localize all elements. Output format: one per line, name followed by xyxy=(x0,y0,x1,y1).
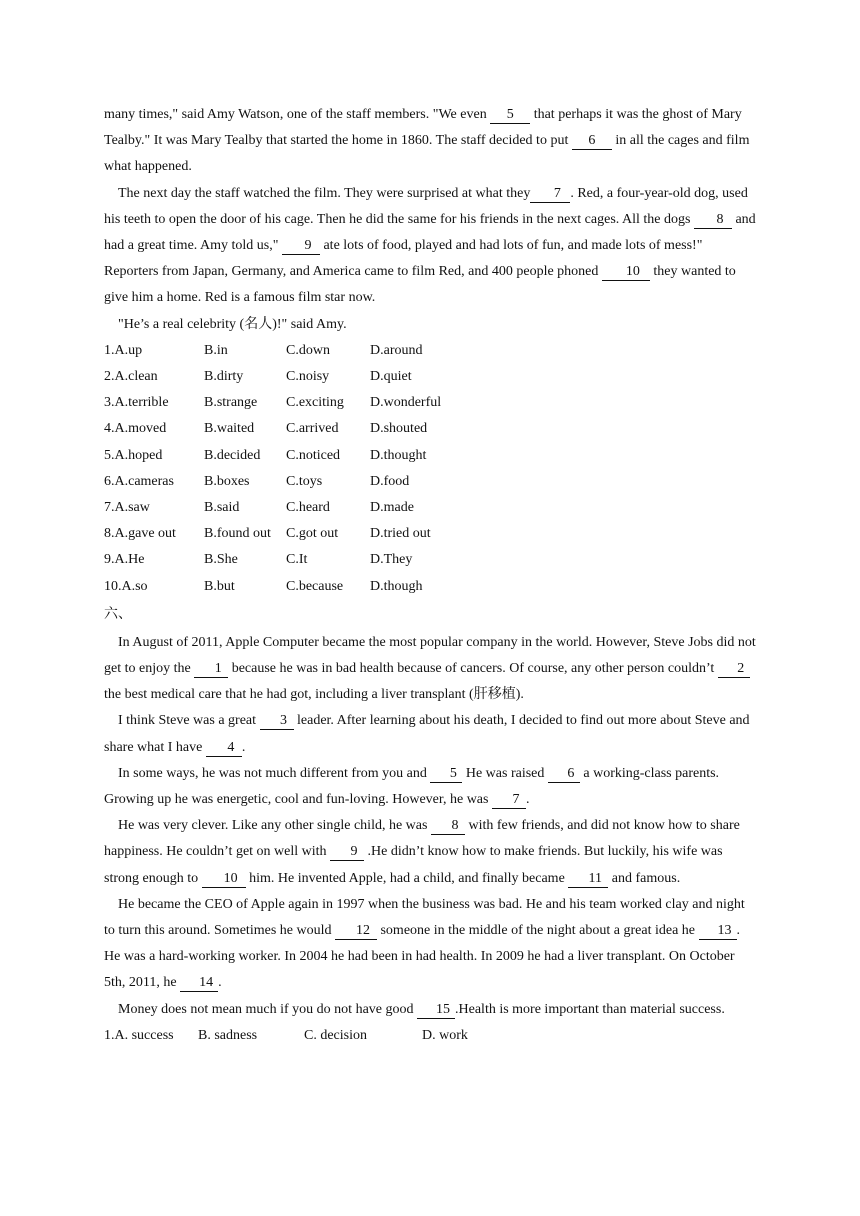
option-row xyxy=(104,547,758,573)
option-a: 1.A. success xyxy=(104,1027,174,1043)
option-c: C.arrived xyxy=(286,421,339,437)
option-d: D.quiet xyxy=(370,369,412,385)
paragraph xyxy=(104,312,758,338)
option-c: C.exciting xyxy=(286,395,344,411)
option-row xyxy=(104,521,758,547)
option-row xyxy=(104,443,758,469)
text-segment: . xyxy=(218,975,222,991)
text-segment: Money does not mean much if you do not have good xyxy=(118,1001,418,1017)
option-c: C.noisy xyxy=(286,369,330,385)
option-b: B.but xyxy=(204,578,235,594)
option-a: 4.A.moved xyxy=(104,421,167,437)
blank-number: 6 xyxy=(548,765,580,783)
option-b: B.boxes xyxy=(204,473,250,489)
text-segment: with few friends, and did not know how to share happiness. He couldn’t get on well with xyxy=(104,818,744,860)
blank-number: 14 xyxy=(180,974,218,992)
option-a: 2.A.clean xyxy=(104,369,158,385)
paragraph xyxy=(104,708,758,760)
blank-number: 11 xyxy=(568,870,608,888)
paragraph xyxy=(104,997,758,1023)
option-d: D.around xyxy=(370,342,423,358)
section-heading: 六、 xyxy=(104,606,132,622)
option-d: D.made xyxy=(370,499,414,515)
option-a: 8.A.gave out xyxy=(104,526,176,542)
text-segment: him. He invented Apple, had a child, and finally became xyxy=(245,870,569,886)
text-segment: .He didn’t know how to make friends. But luckily, his wife was strong enough to xyxy=(104,844,727,886)
blank-number: 10 xyxy=(602,263,650,281)
text-segment: The next day the staff watched the film. They were surprised at what they xyxy=(118,185,531,201)
text-segment: He was very clever. Like any other single child, he was xyxy=(118,818,431,834)
option-a: 3.A.terrible xyxy=(104,395,169,411)
option-d: D.thought xyxy=(370,447,427,463)
text-segment: someone in the middle of the night about a great idea he xyxy=(376,922,699,938)
text-segment: In August of 2011, Apple Computer became the most popular company in the world. However, Steve Jobs did not get to enjoy the xyxy=(104,634,760,676)
text-segment: many times," said Amy Watson, one of the staff members. "We even xyxy=(104,107,491,122)
blank-number: 9 xyxy=(282,237,320,255)
option-b: B.dirty xyxy=(204,369,244,385)
option-d: D.shouted xyxy=(370,421,428,437)
text-segment: . He was a hard-working worker. In 2004 he had been in had health. In 2009 he had a liver transplant. On October 5th, 2011, he xyxy=(104,922,744,991)
option-d: D.wonderful xyxy=(370,395,442,411)
text-segment: that perhaps it was the ghost of Mary Tealby." It was Mary Tealby that started the home in 1860. The staff decided to put xyxy=(104,107,745,149)
option-row xyxy=(104,574,758,600)
option-row xyxy=(104,469,758,495)
option-b: B.in xyxy=(204,342,228,358)
option-c: C.It xyxy=(286,552,308,568)
blank-number: 10 xyxy=(202,870,246,888)
text-segment: I think Steve was a great xyxy=(118,713,260,729)
blank-number: 6 xyxy=(572,132,612,150)
option-d: D.food xyxy=(370,473,410,489)
option-b: B.decided xyxy=(204,447,261,463)
text-segment: . xyxy=(525,791,530,807)
blank-number: 13 xyxy=(699,922,737,940)
blank-number: 8 xyxy=(694,211,732,229)
option-row xyxy=(104,390,758,416)
text-segment: ate lots of food, played and had lots of fun, and made lots of mess!" Reporters from Japan, Germany, and America came to film Red, and 400 people phoned xyxy=(104,238,706,280)
option-a: 7.A.saw xyxy=(104,499,150,515)
option-a: 9.A.He xyxy=(104,552,145,568)
option-d: D.though xyxy=(370,578,423,594)
text-segment: a working-class parents. Growing up he was energetic, cool and fun-loving. However, he was xyxy=(104,765,723,807)
option-c: C.noticed xyxy=(286,447,341,463)
option-c: C. decision xyxy=(304,1027,367,1043)
option-row xyxy=(104,495,758,521)
document-content xyxy=(104,102,758,1049)
paragraph xyxy=(104,892,758,997)
section6-options xyxy=(104,1023,758,1049)
blank-number: 3 xyxy=(260,712,294,730)
blank-number: 7 xyxy=(530,185,570,203)
blank-number: 8 xyxy=(431,817,465,835)
text-segment: "He’s a real celebrity (名人)!" said Amy. xyxy=(118,316,347,332)
option-row xyxy=(104,416,758,442)
blank-number: 1 xyxy=(194,660,228,678)
text-segment: . Red, a four-year-old dog, used his teeth to open the door of his cage. Then he did the same for his friends in the next cages. All the dogs xyxy=(104,185,752,227)
option-d: D.They xyxy=(370,552,413,568)
passage1-options xyxy=(104,338,758,600)
blank-number: 4 xyxy=(206,739,242,757)
option-c: C.because xyxy=(286,578,344,594)
option-c: C.got out xyxy=(286,526,339,542)
paragraph xyxy=(104,813,758,892)
text-segment: in all the cages and film what happened. xyxy=(104,133,753,175)
blank-number: 2 xyxy=(718,660,750,678)
text-segment: and had a great time. Amy told us," xyxy=(104,211,760,254)
option-d: D. work xyxy=(422,1027,468,1043)
passage1-text xyxy=(104,102,758,338)
section6-text xyxy=(104,630,758,1023)
option-b: B.waited xyxy=(204,421,255,437)
blank-number: 5 xyxy=(490,106,530,124)
option-row xyxy=(104,364,758,390)
text-segment: He was raised xyxy=(462,765,548,781)
option-c: C.toys xyxy=(286,473,323,489)
paragraph xyxy=(104,630,758,709)
option-c: C.heard xyxy=(286,499,330,515)
blank-number: 9 xyxy=(330,843,364,861)
option-a: 10.A.so xyxy=(104,578,148,594)
text-segment: leader. After learning about his death, I decided to find out more about Steve and share what I have xyxy=(104,713,754,755)
blank-number: 12 xyxy=(335,922,377,940)
paragraph xyxy=(104,761,758,813)
option-b: B.She xyxy=(204,552,238,568)
option-c: C.down xyxy=(286,342,330,358)
option-b: B.found out xyxy=(204,526,271,542)
blank-number: 5 xyxy=(430,765,462,783)
text-segment: because he was in bad health because of cancers. Of course, any other person couldn’t xyxy=(228,660,718,676)
text-segment: . xyxy=(241,739,246,755)
blank-number: 15 xyxy=(417,1001,455,1019)
option-b: B.said xyxy=(204,499,240,515)
text-segment: In some ways, he was not much different from you and xyxy=(118,765,431,781)
blank-number: 7 xyxy=(492,791,526,809)
option-a: 1.A.up xyxy=(104,342,143,358)
paragraph xyxy=(104,181,758,312)
option-a: 6.A.cameras xyxy=(104,473,174,489)
option-b: B. sadness xyxy=(198,1027,258,1043)
option-row xyxy=(104,338,758,364)
option-row xyxy=(104,1023,758,1049)
option-d: D.tried out xyxy=(370,526,431,542)
option-b: B.strange xyxy=(204,395,258,411)
text-segment: He became the CEO of Apple again in 1997 when the business was bad. He and his team worked clay and night to turn this around. Sometimes he would xyxy=(104,896,749,938)
text-segment: .Health is more important than material success. xyxy=(455,1001,725,1017)
paragraph xyxy=(104,102,758,181)
option-a: 5.A.hoped xyxy=(104,447,163,463)
text-segment: and famous. xyxy=(608,870,681,886)
text-segment: the best medical care that he had got, including a liver transplant (肝移植). xyxy=(104,660,754,703)
text-segment: they wanted to give him a home. Red is a famous film star now. xyxy=(104,264,740,306)
